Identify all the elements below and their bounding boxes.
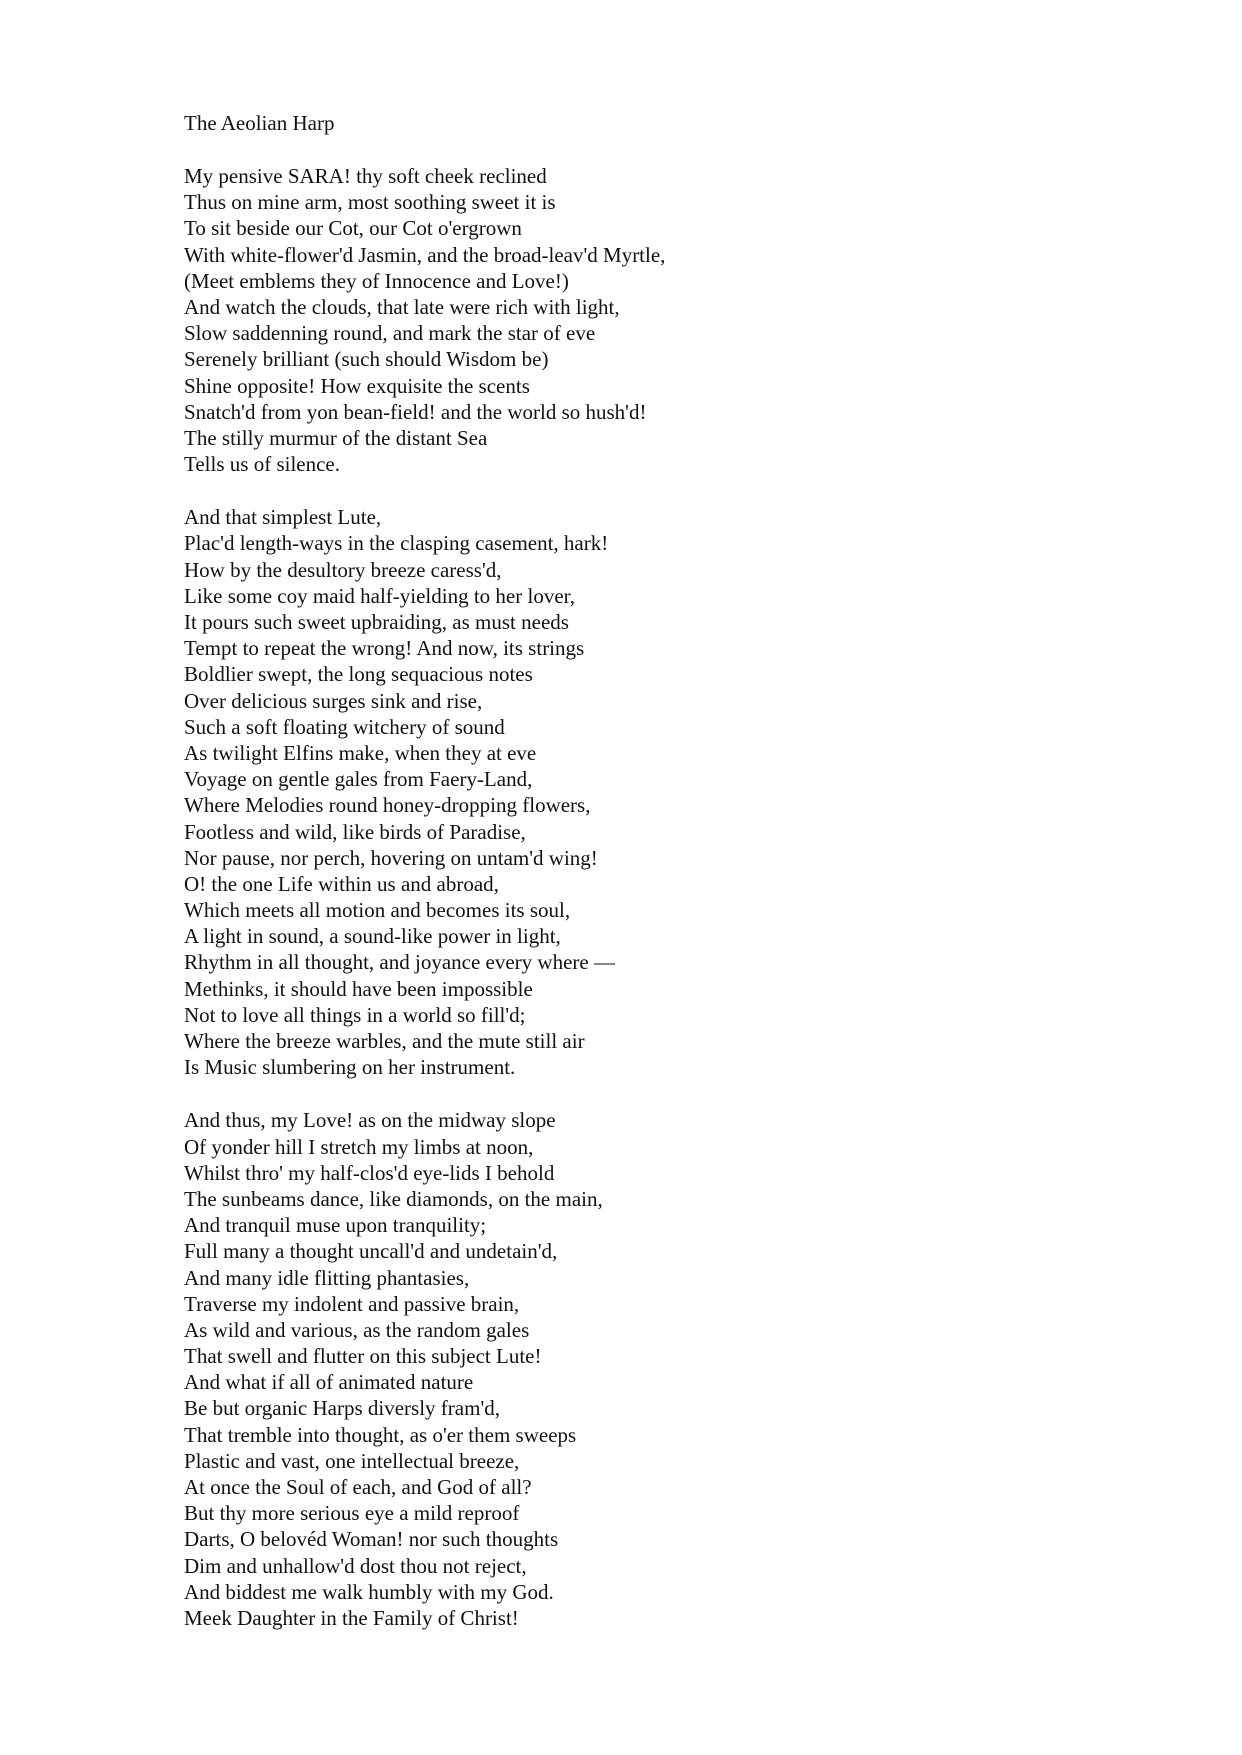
- poem-line: Like some coy maid half-yielding to her lover,: [184, 583, 576, 608]
- poem-line: Where Melodies round honey-dropping flowers,: [184, 793, 591, 818]
- poem-title: The Aeolian Harp: [184, 111, 335, 135]
- poem-line: And biddest me walk humbly with my God.: [184, 1579, 554, 1604]
- poem-line: Rhythm in all thought, and joyance every where —: [184, 950, 615, 975]
- poem-line: The sunbeams dance, like diamonds, on the main,: [184, 1186, 603, 1211]
- poem-line: And thus, my Love! as on the midway slope: [184, 1108, 556, 1133]
- poem-line: To sit beside our Cot, our Cot o'ergrown: [184, 216, 522, 241]
- poem-line: Where the breeze warbles, and the mute still air: [184, 1029, 585, 1053]
- poem-line: Boldlier swept, the long sequacious notes: [184, 662, 533, 687]
- poem-line: Is Music slumbering on her instrument.: [184, 1055, 516, 1080]
- poem-line: Tells us of silence.: [184, 452, 340, 477]
- poem-line: My pensive SARA! thy soft cheek reclined: [184, 164, 547, 188]
- poem-line: Shine opposite! How exquisite the scents: [184, 373, 530, 398]
- poem-line: Nor pause, nor perch, hovering on untam'd wing!: [184, 845, 598, 870]
- poem-line: And many idle flitting phantasies,: [184, 1265, 470, 1290]
- poem-line: Such a soft floating witchery of sound: [184, 714, 505, 739]
- poem-line: Thus on mine arm, most soothing sweet it is: [184, 190, 556, 215]
- poem-line: And tranquil muse upon tranquility;: [184, 1213, 487, 1238]
- poem-line: Meek Daughter in the Family of Christ!: [184, 1605, 519, 1630]
- poem-line: Over delicious surges sink and rise,: [184, 688, 483, 713]
- poem-line: Slow saddenning round, and mark the star of eve: [184, 321, 596, 346]
- poem-line: Not to love all things in a world so fill'd;: [184, 1002, 526, 1027]
- poem-line: Plac'd length-ways in the clasping casement, hark!: [184, 531, 609, 556]
- poem-line: Be but organic Harps diversly fram'd,: [184, 1396, 500, 1421]
- stanza-3: [184, 1107, 1184, 1631]
- poem-line: With white-flower'd Jasmin, and the broad-leav'd Myrtle,: [184, 242, 666, 267]
- poem-line: Whilst thro' my half-clos'd eye-lids I behold: [184, 1160, 555, 1185]
- poem-line: Serenely brilliant (such should Wisdom be): [184, 347, 549, 372]
- poem-line: The stilly murmur of the distant Sea: [184, 425, 488, 450]
- poem-page: [184, 110, 1184, 1658]
- poem-line: Darts, O belovéd Woman! nor such thoughts: [184, 1527, 559, 1552]
- poem-line: Footless and wild, like birds of Paradise,: [184, 819, 526, 844]
- poem-line: And watch the clouds, that late were rich with light,: [184, 294, 620, 319]
- poem-line: (Meet emblems they of Innocence and Love!): [184, 268, 569, 293]
- poem-line: Tempt to repeat the wrong! And now, its strings: [184, 636, 585, 661]
- poem-line: Full many a thought uncall'd and undetain'd,: [184, 1239, 558, 1264]
- poem-line: How by the desultory breeze caress'd,: [184, 557, 502, 582]
- poem-line: Snatch'd from yon bean-field! and the world so hush'd!: [184, 399, 647, 424]
- poem-line: Methinks, it should have been impossible: [184, 976, 533, 1001]
- poem-line: Of yonder hill I stretch my limbs at noon,: [184, 1134, 534, 1159]
- poem-line: And that simplest Lute,: [184, 505, 382, 530]
- poem-line: At once the Soul of each, and God of all?: [184, 1475, 532, 1499]
- poem-line: As wild and various, as the random gales: [184, 1317, 530, 1342]
- poem-line: As twilight Elfins make, when they at eve: [184, 740, 537, 765]
- poem-line: And what if all of animated nature: [184, 1370, 474, 1395]
- poem-line: Voyage on gentle gales from Faery-Land,: [184, 767, 533, 792]
- stanza-1: [184, 163, 1184, 477]
- poem-line: Traverse my indolent and passive brain,: [184, 1291, 520, 1316]
- poem-line: A light in sound, a sound-like power in light,: [184, 924, 561, 949]
- stanza-2: [184, 504, 1184, 1080]
- poem-line: Which meets all motion and becomes its soul,: [184, 898, 571, 923]
- poem-line: But thy more serious eye a mild reproof: [184, 1501, 520, 1526]
- poem-line: That swell and flutter on this subject Lute!: [184, 1344, 542, 1369]
- poem-line: Dim and unhallow'd dost thou not reject,: [184, 1553, 527, 1578]
- poem-line: Plastic and vast, one intellectual breeze,: [184, 1448, 520, 1473]
- poem-body: [184, 163, 1184, 1631]
- poem-line: It pours such sweet upbraiding, as must needs: [184, 610, 569, 634]
- poem-line: O! the one Life within us and abroad,: [184, 871, 499, 896]
- poem-line: That tremble into thought, as o'er them sweeps: [184, 1422, 577, 1447]
